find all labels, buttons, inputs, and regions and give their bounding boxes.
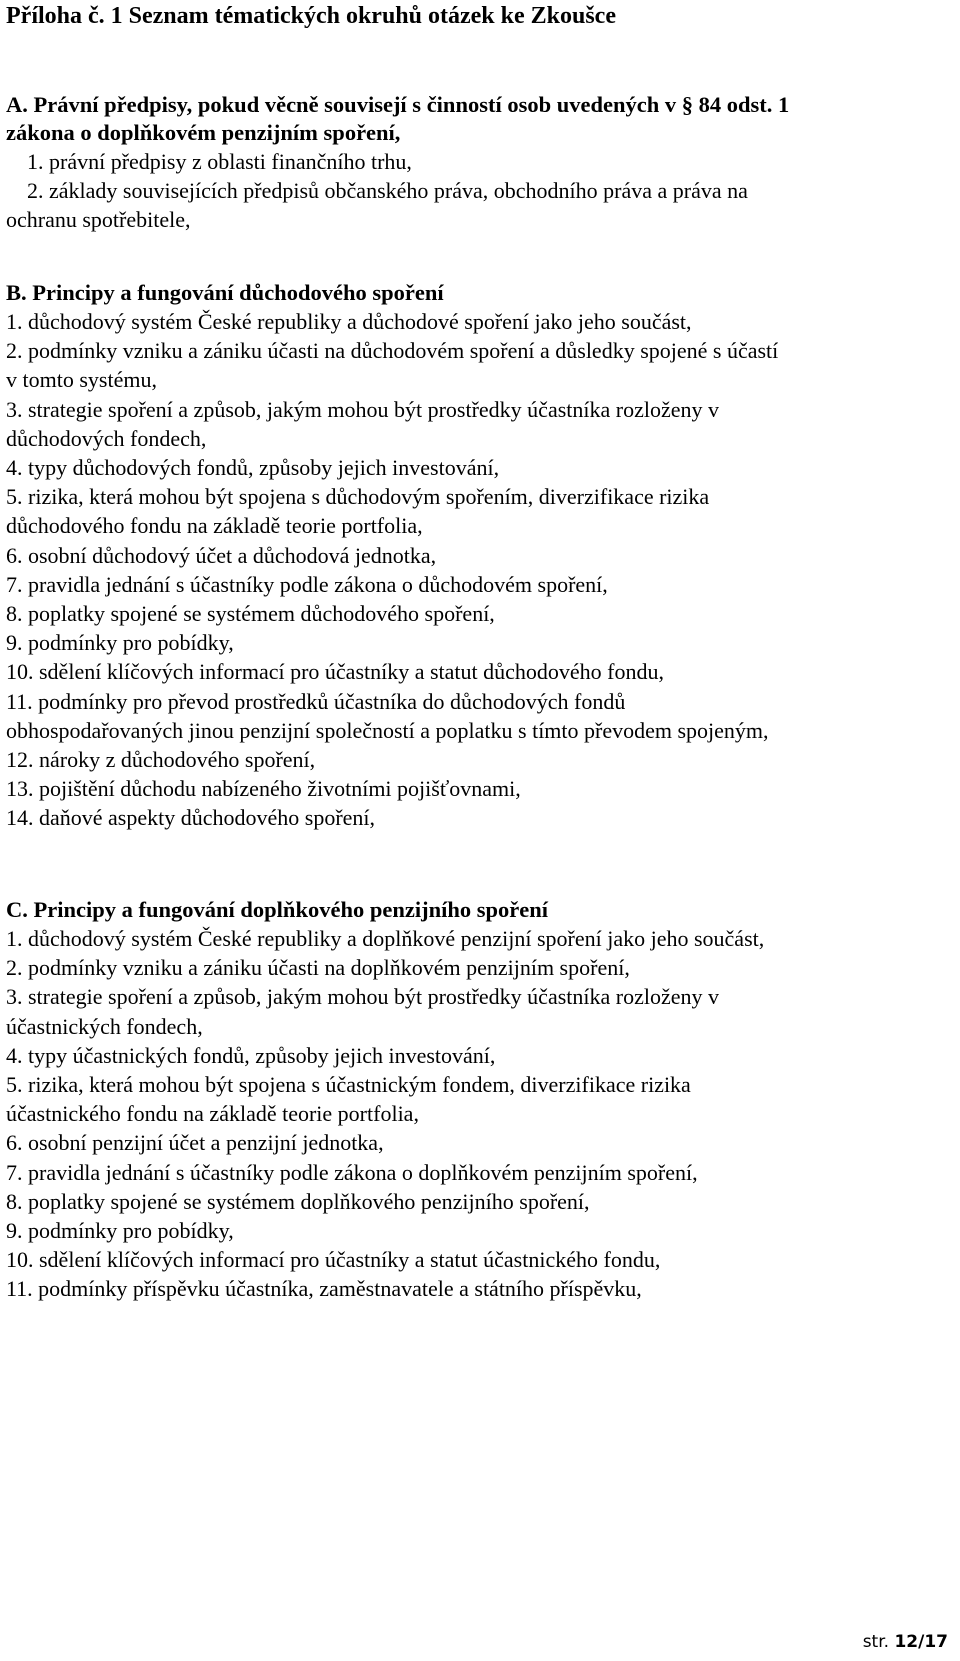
list-item: 9. podmínky pro pobídky,: [6, 630, 234, 656]
list-item: 14. daňové aspekty důchodového spoření,: [6, 805, 376, 831]
list-item: 9. podmínky pro pobídky,: [6, 1218, 234, 1244]
list-item: 4. typy účastnických fondů, způsoby jejich investování,: [6, 1042, 496, 1068]
list-item: 8. poplatky spojené se systémem důchodového spoření,: [6, 601, 495, 627]
list-item: v tomto systému,: [6, 367, 157, 393]
list-item: 2. podmínky vzniku a zániku účasti na důchodovém spoření a důsledky spojené s účastí: [6, 338, 779, 364]
list-item: 11. podmínky pro převod prostředků účastníka do důchodových fondů: [6, 688, 626, 714]
page-number-prefix: str.: [862, 1632, 895, 1652]
page-number-value: 12/17: [894, 1632, 948, 1652]
list-item: 8. poplatky spojené se systémem doplňkového penzijního spoření,: [6, 1188, 590, 1214]
list-item: 10. sdělení klíčových informací pro účastníky a statut účastnického fondu,: [6, 1247, 661, 1273]
list-item: 10. sdělení klíčových informací pro účastníky a statut důchodového fondu,: [6, 659, 665, 685]
list-item: 7. pravidla jednání s účastníky podle zákona o důchodovém spoření,: [6, 571, 608, 597]
section-a: [6, 91, 936, 235]
list-item: 6. osobní penzijní účet a penzijní jednotka,: [6, 1130, 384, 1156]
list-item: 6. osobní důchodový účet a důchodová jednotka,: [6, 542, 437, 568]
list-item: obhospodařovaných jinou penzijní společností a poplatku s tímto převodem spojeným,: [6, 717, 769, 743]
section-b-list: [6, 307, 936, 833]
list-item: 3. strategie spoření a způsob, jakým mohou být prostředky účastníka rozloženy v: [6, 396, 719, 422]
list-item: 3. strategie spoření a způsob, jakým mohou být prostředky účastníka rozloženy v: [6, 984, 719, 1010]
list-item: 1. důchodový systém České republiky a důchodové spoření jako jeho součást,: [6, 309, 692, 334]
list-item: 13. pojištění důchodu nabízeného životními pojišťovnami,: [6, 776, 521, 802]
list-item: 11. podmínky příspěvku účastníka, zaměstnavatele a státního příspěvku,: [6, 1276, 642, 1302]
section-a-item: ochranu spotřebitele,: [6, 207, 191, 233]
list-item: 1. důchodový systém České republiky a doplňkové penzijní spoření jako jeho součást,: [6, 926, 765, 951]
section-a-item: 2. základy souvisejících předpisů občanského práva, obchodního práva a práva na: [27, 178, 748, 204]
list-item: 4. typy důchodových fondů, způsoby jejich investování,: [6, 455, 500, 481]
section-c-heading: C. Principy a fungování doplňkového penzijního spoření: [6, 897, 548, 922]
list-item: účastnického fondu na základě teorie portfolia,: [6, 1101, 419, 1127]
section-b: [6, 278, 936, 833]
section-a-heading-line: A. Právní předpisy, pokud věcně souvisejí s činností osob uvedených v § 84 odst. 1: [6, 92, 790, 117]
list-item: 5. rizika, která mohou být spojena s účastnickým fondem, diverzifikace rizika: [6, 1072, 691, 1098]
list-item: 12. nároky z důchodového spoření,: [6, 747, 316, 773]
list-item: 5. rizika, která mohou být spojena s důchodovým spořením, diverzifikace rizika: [6, 484, 710, 510]
list-item: 2. podmínky vzniku a zániku účasti na doplňkovém penzijním spoření,: [6, 955, 630, 981]
section-c-list: [6, 924, 936, 1304]
section-c: [6, 895, 936, 1304]
list-item: účastnických fondech,: [6, 1013, 203, 1039]
list-item: 7. pravidla jednání s účastníky podle zákona o doplňkovém penzijním spoření,: [6, 1159, 698, 1185]
section-a-item: 1. právní předpisy z oblasti finančního trhu,: [27, 149, 412, 174]
page-number: [863, 1632, 948, 1652]
section-b-heading: B. Principy a fungování důchodového spoření: [6, 280, 444, 305]
document-title: Příloha č. 1 Seznam tématických okruhů otázek ke Zkoušce: [6, 3, 616, 29]
list-item: důchodových fondech,: [6, 425, 207, 451]
list-item: důchodového fondu na základě teorie portfolia,: [6, 513, 423, 539]
section-a-heading-line: zákona o doplňkovém penzijním spoření,: [6, 120, 401, 145]
